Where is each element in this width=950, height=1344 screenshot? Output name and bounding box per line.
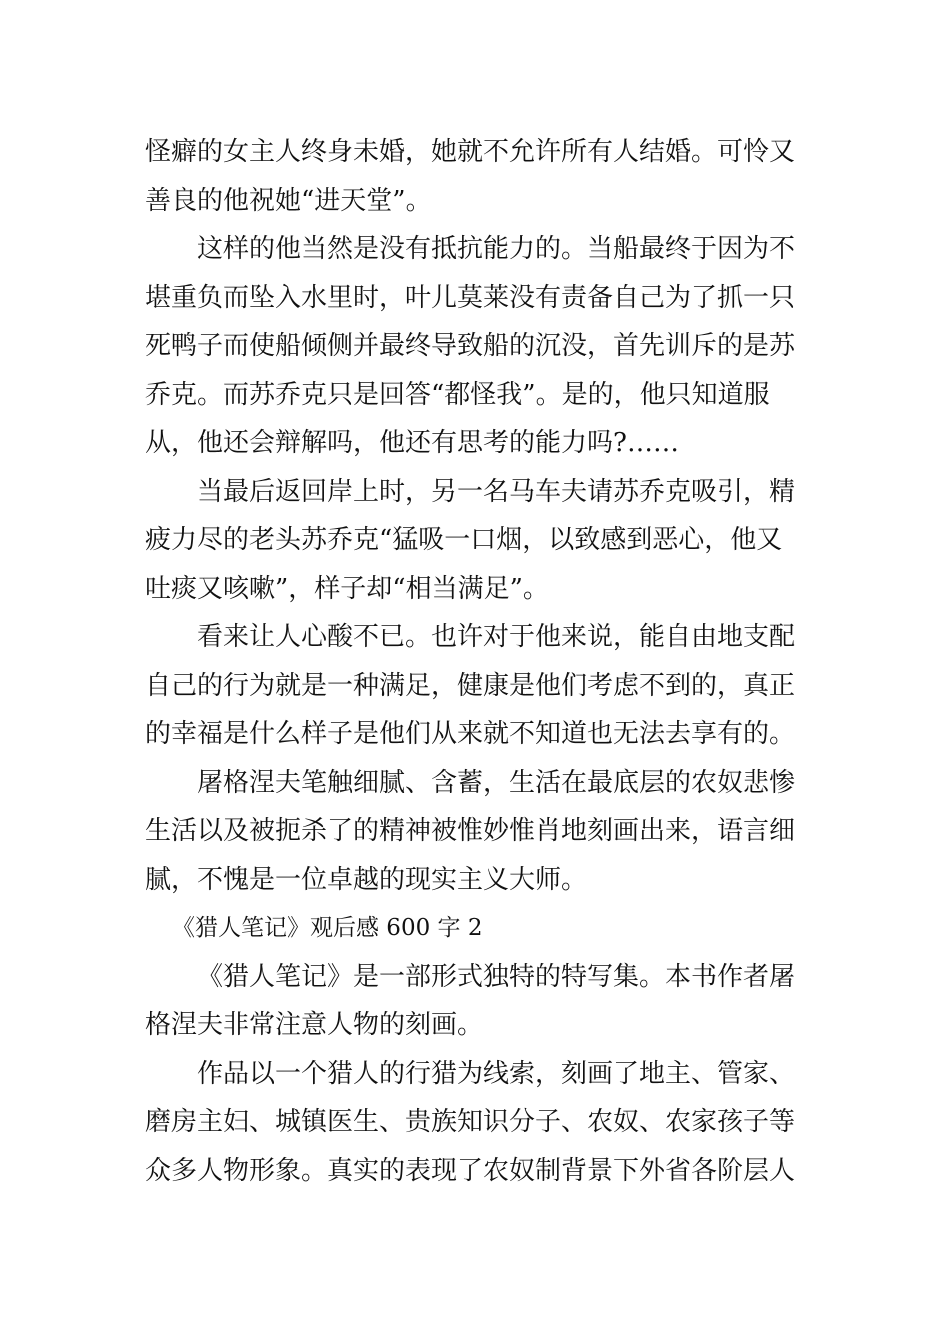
text-line: 疲力尽的老头苏乔克“猛吸一口烟，以致感到恶心，他又	[145, 525, 783, 555]
text-line: 自己的行为就是一种满足，健康是他们考虑不到的，真正	[145, 670, 796, 701]
section-heading	[145, 904, 810, 953]
paragraph	[145, 953, 810, 1050]
text-line: 《猎人笔记》是一部形式独特的特写集。本书作者屠	[197, 961, 796, 992]
text-line: 磨房主妇、城镇医生、贵族知识分子、农奴、农家孩子等	[145, 1107, 796, 1137]
text-line: 怪癖的女主人终身未婚，她就不允许所有人结婚。可怜又	[145, 137, 796, 167]
text-line: 屠格涅夫笔触细腻、含蓄，生活在最底层的农奴悲惨	[197, 767, 796, 798]
text-line: 的幸福是什么样子是他们从来就不知道也无法去享有的。	[145, 719, 796, 749]
paragraph	[145, 128, 810, 225]
paragraph	[145, 225, 810, 468]
text-line: 乔克。而苏乔克只是回答“都怪我”。是的，他只知道服	[145, 379, 770, 410]
text-line: 这样的他当然是没有抵抗能力的。当船最终于因为不	[197, 234, 796, 264]
text-line: 众多人物形象。真实的表现了农奴制背景下外省各阶层人	[145, 1155, 796, 1186]
text-line: 腻，不愧是一位卓越的现实主义大师。	[145, 864, 588, 895]
text-line: 作品以一个猎人的行猎为线索，刻画了地主、管家、	[197, 1058, 796, 1089]
text-line: 生活以及被扼杀了的精神被惟妙惟肖地刻画出来，语言细	[145, 816, 796, 846]
paragraph	[145, 1050, 810, 1196]
text-line: 格涅夫非常注意人物的刻画。	[145, 1010, 484, 1040]
text-line: 从，他还会辩解吗，他还有思考的能力吗?……	[145, 428, 679, 458]
text-line: 当最后返回岸上时，另一名马车夫请苏乔克吸引，精	[197, 476, 796, 507]
paragraph	[145, 468, 810, 614]
text-line: 吐痰又咳嗽”，样子却“相当满足”。	[145, 573, 549, 604]
heading-line: 《猎人笔记》观后感 600 字 2	[172, 915, 483, 941]
text-line: 善良的他祝她“进天堂”。	[145, 185, 432, 216]
document-body	[145, 128, 810, 1195]
text-line: 看来让人心酸不已。也许对于他来说，能自由地支配	[197, 622, 796, 652]
text-line: 堪重负而坠入水里时，叶儿莫莱没有责备自己为了抓一只	[145, 282, 796, 313]
text-line: 死鸭子而使船倾侧并最终导致船的沉没，首先训斥的是苏	[145, 331, 796, 361]
paragraph	[145, 759, 810, 905]
paragraph	[145, 613, 810, 759]
